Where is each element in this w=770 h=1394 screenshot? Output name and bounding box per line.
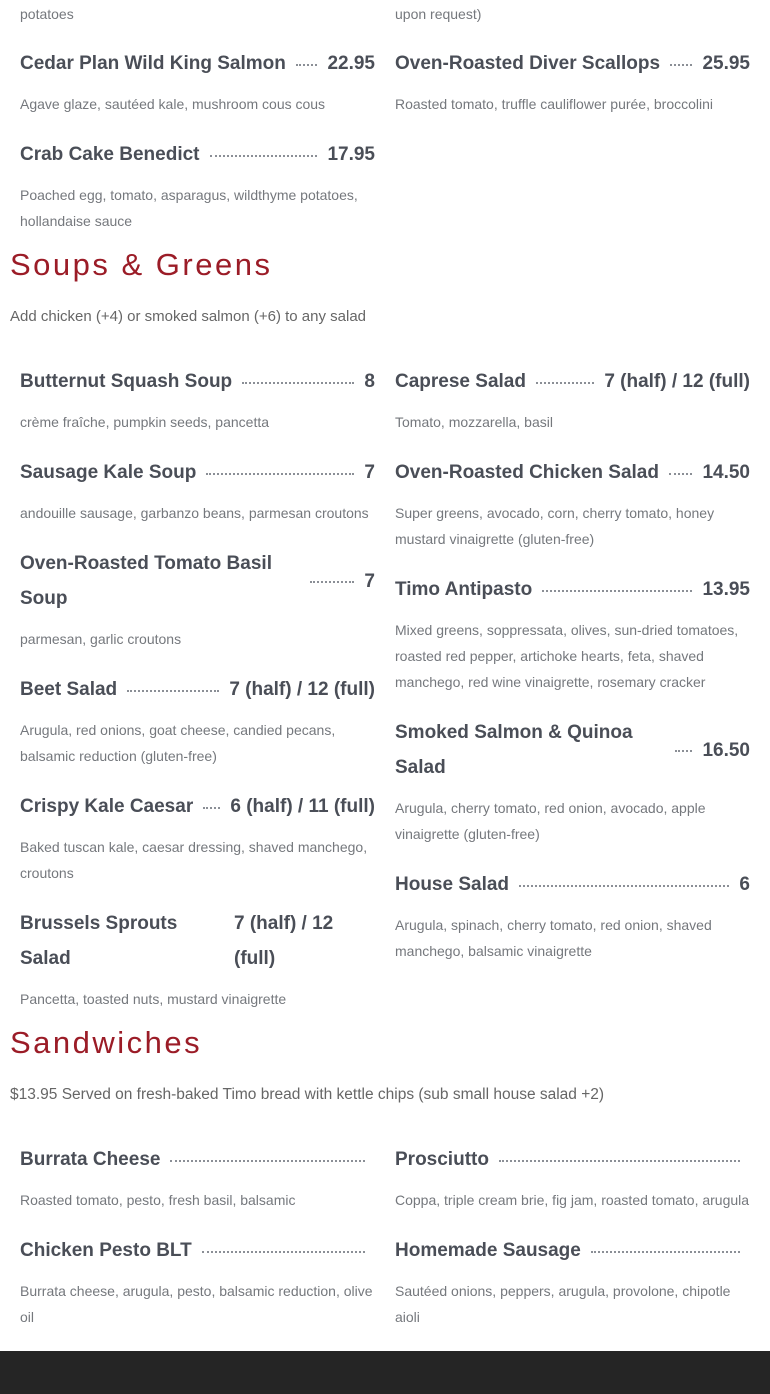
menu-item-brussels-sprouts-salad xyxy=(20,906,375,1012)
item-name: Smoked Salmon & Quinoa Salad xyxy=(395,722,633,778)
leader-dots xyxy=(675,750,692,752)
section-note-sandwiches: $13.95 Served on fresh-baked Timo bread with kettle chips (sub small house salad +2) xyxy=(10,1086,605,1103)
item-desc: crème fraîche, pumpkin seeds, pancetta xyxy=(20,414,270,430)
item-desc: Burrata cheese, arugula, pesto, balsamic reduction, olive oil xyxy=(20,1283,373,1325)
item-price: 13.95 xyxy=(702,579,750,600)
item-desc: Agave glaze, sautéed kale, mushroom cous cous xyxy=(20,96,326,112)
item-name: Timo Antipasto xyxy=(395,579,533,600)
item-price: 8 xyxy=(364,371,375,392)
item-price: 22.95 xyxy=(327,53,375,74)
menu-item-crab-cake-benedict xyxy=(20,137,375,234)
item-price: 7 xyxy=(364,570,375,592)
previous-item-desc-fragment-right: upon request) xyxy=(395,6,482,22)
leader-dots xyxy=(202,1251,365,1253)
item-desc: Arugula, spinach, cherry tomato, red onion, shaved manchego, balsamic vinaigrette xyxy=(395,917,712,959)
menu-item-chicken-pesto-blt xyxy=(20,1233,375,1330)
leader-dots xyxy=(296,64,318,66)
item-desc: Super greens, avocado, corn, cherry tomato, honey mustard vinaigrette (gluten-free) xyxy=(395,505,715,547)
item-name: Crab Cake Benedict xyxy=(20,144,200,165)
item-desc: Roasted tomato, pesto, fresh basil, balsamic xyxy=(20,1192,296,1208)
footer-bar xyxy=(0,1351,770,1394)
item-price: 6 (half) / 11 (full) xyxy=(230,796,375,817)
item-name: Oven-Roasted Chicken Salad xyxy=(395,462,659,483)
item-desc: Roasted tomato, truffle cauliflower purée, broccolini xyxy=(395,96,714,112)
item-name: Caprese Salad xyxy=(395,371,526,392)
item-price: 7 xyxy=(364,462,375,483)
item-name: Burrata Cheese xyxy=(20,1149,161,1170)
item-desc: Arugula, red onions, goat cheese, candied pecans, balsamic reduction (gluten-free) xyxy=(20,722,336,764)
menu-item-cedar-salmon xyxy=(20,46,375,117)
leader-dots xyxy=(591,1251,740,1253)
menu-item-homemade-sausage xyxy=(395,1233,750,1330)
menu-item-crispy-kale-caesar xyxy=(20,789,375,886)
leader-dots xyxy=(210,155,318,157)
item-name: Brussels Sprouts Salad xyxy=(20,913,178,969)
item-name: Crispy Kale Caesar xyxy=(20,796,194,817)
leader-dots xyxy=(670,64,692,66)
item-price: 14.50 xyxy=(702,462,750,483)
menu-item-timo-antipasto xyxy=(395,572,750,695)
item-price: 17.95 xyxy=(327,144,375,165)
item-name: Chicken Pesto BLT xyxy=(20,1240,192,1261)
section-note-soups-greens: Add chicken (+4) or smoked salmon (+6) to any salad xyxy=(10,308,367,325)
previous-item-desc-fragment-left: potatoes xyxy=(20,6,74,22)
item-desc: Arugula, cherry tomato, red onion, avocado, apple vinaigrette (gluten-free) xyxy=(395,800,706,842)
menu-item-butternut-squash-soup xyxy=(20,364,375,435)
item-desc: Poached egg, tomato, asparagus, wildthyme potatoes, hollandaise sauce xyxy=(20,187,358,229)
leader-dots xyxy=(536,382,594,384)
menu-item-sausage-kale-soup xyxy=(20,455,375,526)
item-price: 7 (half) / 12 (full) xyxy=(234,913,334,969)
item-name: Cedar Plan Wild King Salmon xyxy=(20,53,286,74)
leader-dots xyxy=(127,690,219,692)
item-price: 25.95 xyxy=(702,53,750,74)
menu-item-tomato-basil-soup xyxy=(20,546,375,652)
item-name: Oven-Roasted Tomato Basil Soup xyxy=(20,553,272,609)
menu-item-caprese-salad xyxy=(395,364,750,435)
item-desc: Sautéed onions, peppers, arugula, provolone, chipotle aioli xyxy=(395,1283,731,1325)
item-desc: Baked tuscan kale, caesar dressing, shaved manchego, croutons xyxy=(20,839,368,881)
item-name: Butternut Squash Soup xyxy=(20,371,233,392)
section-title-soups-greens: Soups & Greens xyxy=(10,247,273,282)
menu-item-burrata-cheese xyxy=(20,1142,375,1213)
item-desc: Mixed greens, soppressata, olives, sun-dried tomatoes, roasted red pepper, artichoke hearts, feta, shaved manchego, red wine vinaigrette, rosemary cracker xyxy=(395,622,739,690)
item-desc: Coppa, triple cream brie, fig jam, roasted tomato, arugula xyxy=(395,1192,750,1208)
menu-item-beet-salad xyxy=(20,672,375,769)
item-name: Prosciutto xyxy=(395,1149,489,1170)
item-desc: Pancetta, toasted nuts, mustard vinaigrette xyxy=(20,991,287,1007)
leader-dots xyxy=(242,382,354,384)
item-name: Homemade Sausage xyxy=(395,1240,581,1261)
menu-item-smoked-salmon-quinoa xyxy=(395,715,750,847)
item-desc: Tomato, mozzarella, basil xyxy=(395,414,553,430)
item-name: Beet Salad xyxy=(20,679,118,700)
leader-dots xyxy=(206,473,354,475)
leader-dots xyxy=(310,581,354,583)
item-price: 7 (half) / 12 (full) xyxy=(229,679,375,700)
menu-item-diver-scallops xyxy=(395,46,750,117)
leader-dots xyxy=(170,1160,365,1162)
menu-item-prosciutto xyxy=(395,1142,750,1213)
leader-dots xyxy=(519,885,729,887)
item-name: House Salad xyxy=(395,874,510,895)
item-name: Oven-Roasted Diver Scallops xyxy=(395,53,661,74)
leader-dots xyxy=(203,807,220,809)
leader-dots xyxy=(542,590,692,592)
item-desc: andouille sausage, garbanzo beans, parmesan croutons xyxy=(20,505,369,521)
item-desc: parmesan, garlic croutons xyxy=(20,631,182,647)
item-name: Sausage Kale Soup xyxy=(20,462,197,483)
item-price: 16.50 xyxy=(702,739,750,761)
menu-item-chicken-salad xyxy=(395,455,750,552)
item-price: 6 xyxy=(739,874,750,895)
item-price: 7 (half) / 12 (full) xyxy=(604,371,750,392)
menu-item-house-salad xyxy=(395,867,750,964)
leader-dots xyxy=(499,1160,740,1162)
leader-dots xyxy=(669,473,692,475)
section-title-sandwiches: Sandwiches xyxy=(10,1025,203,1060)
